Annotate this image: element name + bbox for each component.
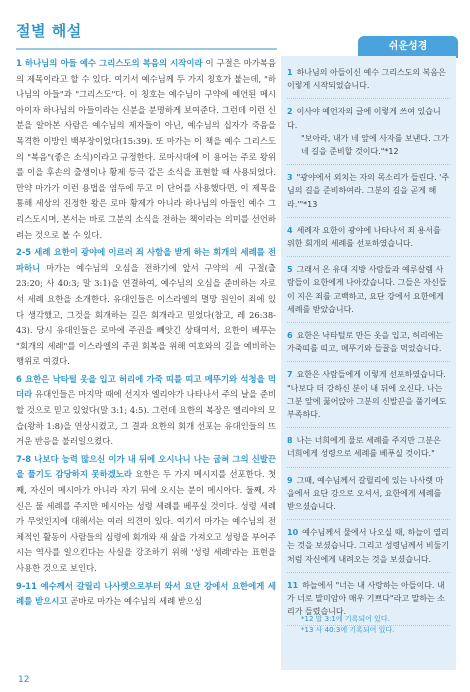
verse-text: 세례자 요한이 광야에 나타나서 죄 용서를 위한 회개의 세례를 선포하였습니다. (287, 225, 441, 249)
verse-heading: 7-8 나보다 능력 많으신 이가 내 뒤에 오시나니 나는 굽혀 그의 신발끈을 풀기도 감당하지 못하겠노라 (16, 453, 276, 480)
footnote: *12 말 3:1에 기록되어 있다. (301, 615, 390, 623)
verse-number: 7 (287, 370, 293, 380)
verse-text: 나는 너희에게 물로 세례를 주지만 그분은 너희에게 성령으로 세례를 베푸실 것이다." (287, 436, 441, 459)
verse-heading: 9-11 예수께서 갈릴리 나사렛으로부터 와서 요단 강에서 요한에게 세례를 받으시고 (16, 580, 276, 607)
page-number: 12 (18, 675, 30, 685)
commentary-paragraph (16, 579, 276, 610)
verse-number: 8 (287, 436, 293, 446)
verse-text: 그때, 예수님께서 갈릴리에 있는 나사렛 마을에서 요단 강으로 오셔서, 요한에게 세례를 받으셨습니다. (287, 475, 444, 512)
easy-bible-sidebar (281, 56, 456, 670)
commentary-text: 이 구절은 마가복음의 제목이라고 할 수 있다. 여기서 예수님께 두 가지 칭호가 붙는데, "하나님의 아들"과 "그리스도"다. 이 칭호는 예수님이 구약에 예언된 메시아이자 하나님의 아들이라는 신분을 분명하게 보여준다. 그런데 이런 신분을 알아본 사람은 예수님의 제자들이 아닌, 예수님의 십자가 죽음을 목격한 이방인 백부장이었다(15:39). 또 마가는 이 책을 예수 그리스도의 "복음"(좋은 소식)이라고 규정한다. 로마시대에 이 용어는 주로 왕위를 이을 후손의 출생이나 황제 등극 같은 소식을 표현할 때 사용되었다. 만약 마가가 이런 용법을 염두에 두고 이 단어를 사용했다면, 이 제목을 통해 세상의 진정한 왕은 로마 황제가 아니라 하나님의 아들인 예수 그리스도시며, 본서는 바로 그분의 소식을 전하는 책이라는 의미를 선언하려는 것으로 볼 수 있다. (16, 58, 276, 240)
commentary-text: 요한은 두 가지 메시지를 선포한다. 첫째, 자신이 메시아가 아니라 자기 뒤에 오시는 분이 메시아다. 둘째, 자신은 물 세례를 주지만 메시아는 성령 세례를 베푸실 것이다. 성령 세례가 무엇인지에 대해서는 여러 의견이 있다. 여기서 마가는 예수님의 전체적인 활동이 사람들의 심령에 회개와 새 삶을 가져오고 성령을 부어주시는 역사를 일으킨다는 사실을 강조하기 위해 '성령 세례'라는 표현을 사용한 것으로 보인다. (16, 469, 276, 573)
verse-item (287, 434, 450, 467)
verse-number: 1 (287, 68, 293, 77)
verse-text: 하나님의 아들이신 예수 그리스도의 복음은 이렇게 시작되었습니다. (287, 68, 446, 91)
verse-text: 이사야 예언자의 글에 이렇게 쓰여 있습니다. (287, 107, 441, 130)
verse-text: 예수님께서 물에서 나오실 때, 하늘이 열리는 것을 보셨습니다. 그리고 성령님께서 비둘기처럼 자신에게 내려오는 것을 보셨습니다. (287, 528, 450, 564)
verse-number: 9 (287, 475, 293, 485)
verse-number: 5 (287, 265, 293, 275)
commentary-text: 유대인들은 마지막 때에 선지자 엘리야가 나타나서 주의 날을 준비할 것으로 믿고 있었다(말 3:1; 4:5). 그런데 요한의 복장은 엘리야의 모습(왕하 1:8)을 연상시켰고, 그 결과 요한의 회개 선포는 유대인들의 뜨거운 반응을 불러일으켰다. (16, 389, 276, 447)
footnotes (301, 614, 451, 636)
verse-heading: 1 하나님의 아들 예수 그리스도의 복음의 시작이라 (16, 58, 203, 68)
title-rule (16, 48, 277, 50)
commentary-column (16, 56, 276, 668)
verse-text: "광야에서 외치는 자의 목소리가 들린다. '주님의 길을 준비하여라. 그분의 길을 곧게 해라.'"*13 (287, 173, 450, 209)
commentary-paragraph (16, 372, 276, 450)
verse-item (287, 329, 450, 362)
commentary-paragraph (16, 56, 276, 243)
verse-quote: "보아라, 내가 네 앞에 사자를 보낸다. 그가 네 길을 준비할 것이다."*12 (301, 133, 449, 157)
verse-item (287, 526, 450, 573)
commentary-text: 곧바로 마가는 예수님의 세례 받으심 (70, 596, 203, 607)
verse-text: 요한은 낙타털로 만든 옷을 입고, 허리에는 가죽띠를 띠고, 메뚜기와 들꿀을 먹었습니다. (287, 331, 444, 354)
easy-bible-tab: 쉬운성경 (358, 36, 458, 58)
footnote: *13 사 40:3에 기록되어 있다. (301, 626, 395, 634)
verse-item (287, 474, 450, 521)
verse-number: 11 (287, 580, 299, 590)
verse-item (287, 66, 450, 99)
verse-item (287, 368, 450, 428)
verse-number: 6 (287, 331, 293, 341)
verse-text: 그래서 온 유대 지방 사람들과 예루살렘 사람들이 요한에게 나아갔습니다. 그들은 자신들이 지은 죄를 고백하고, 요단 강에서 요한에게 세례를 받았습니다. (287, 265, 447, 314)
verse-number: 3 (287, 173, 293, 183)
commentary-paragraph (16, 245, 276, 370)
verse-heading: 6 요한은 낙타털 옷을 입고 허리에 가죽 띠를 띠고 메뚜기와 석청을 먹더라 (16, 373, 276, 400)
verse-item (287, 224, 450, 257)
verse-list (287, 66, 450, 632)
verse-item (287, 263, 450, 323)
verse-number: 4 (287, 225, 293, 235)
verse-text: 하늘에서 "너는 내 사랑하는 아들이다. 내가 너로 말미암아 매우 기쁘다"라고 말하는 소리가 들렸습니다. (287, 580, 446, 617)
verse-heading: 2-5 세례 요한이 광야에 이르러 죄 사함을 받게 하는 회개의 세례를 전파하니 (16, 247, 276, 273)
verse-number: 10 (287, 528, 299, 538)
verse-item (287, 105, 450, 165)
commentary-text: 마가는 예수님의 오심을 전하기에 앞서 구약의 세 구절(출 23:20; 사 40:3; 말 3:1)을 연결하여, 예수님의 오심을 준비하는 자로서 세례 요한을 소개한다. 유대인들은 이스라엘의 멸망 원인이 죄에 있다 생각했고, 그것을 회개하는 길은 회개라고 믿었다(참고, 레 26:38-43). 당시 유대인들은 로마에 주권을 빼앗긴 상태여서, 요한이 베푸는 "회개의 세례"를 이스라엘의 주권 회복을 위해 여호와의 길을 예비하는 행위로 여겼다. (16, 262, 276, 367)
section-title: 절별 해설 (16, 22, 82, 40)
verse-number: 2 (287, 107, 293, 117)
verse-text: 요한은 사람들에게 이렇게 선포하였습니다. "나보다 더 강하신 분이 내 뒤에 오신다. 나는 그분 앞에 꿇어앉아 그분의 신발끈을 풀기에도 부족하다. (287, 370, 447, 420)
commentary-paragraph (16, 452, 276, 577)
verse-item (287, 171, 450, 218)
